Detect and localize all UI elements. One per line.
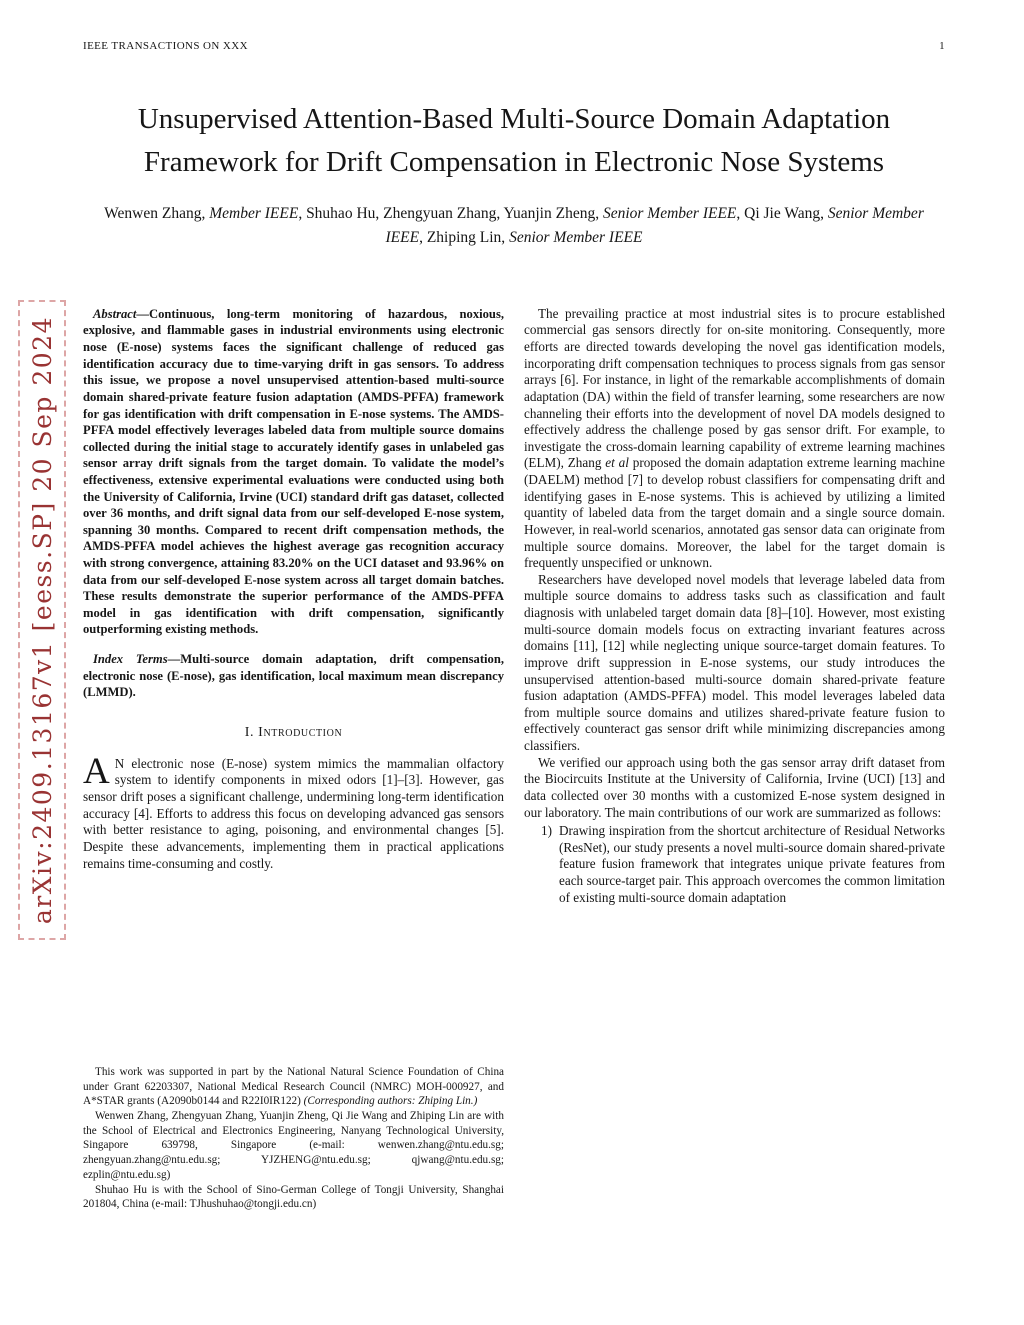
text-segment: The prevailing practice at most industrial sites is to procure established commercial gas sensors directly for on-site monitoring. Consequently, more efforts are directed towards developing the novel gas identification models, incorporating drift compensation techniques to process signals from gas sensor arrays [6]. For instance, in light of the remarkable accomplishments of domain adaptation (DA) within the field of transfer learning, some researchers are now channeling their efforts into the development of novel DA models designed to effectively address the challenge posed by gas sensor drift. For example, to investigate the cross-domain learning capability of extreme learning machines (ELM), Zhang (524, 305, 945, 471)
text-segment: , Shuhao Hu, Zhengyuan Zhang, Yuanjin Zheng, (298, 204, 603, 222)
text-segment: This work was supported in part by the National Natural Science Foundation of China under Grant 62203307, National Medical Research Council (NMRC) MOH-000927, and A*STAR grants (A2090b0144 and R22I0IR122) (83, 1066, 504, 1108)
text-segment: Drawing inspiration from the shortcut architecture of Residual Networks (ResNet), our study presents a novel multi-source domain shared-private feature fusion framework that integrates unique private features from each source-target pair. This approach overcomes the common limitation of existing multi-source domain adaptation (559, 823, 945, 905)
section-heading-introduction: I. Introduction (244, 724, 343, 740)
text-segment: proposed the domain adaptation extreme learning machine (DAELM) method [7] to develop robust classifiers for compensating drift and identifying gases in E-nose systems. This is achieved by utilizing a limited quantity of labeled data from the target domain and a single source domain. However, in real-world scenarios, annotated gas sensor data can originate from multiple source domains. Moreover, the label for the target domain is frequently unspecified or unknown. (524, 455, 945, 571)
list-item-text (559, 823, 945, 906)
author-footnotes (83, 1055, 504, 1212)
index-terms-paragraph (83, 651, 504, 701)
index-terms-label: Index Terms (93, 652, 168, 667)
footnote-funding (83, 1065, 504, 1109)
body-paragraph-2 (524, 572, 945, 755)
journal-name: IEEE TRANSACTIONS ON XXX (83, 40, 248, 52)
arxiv-watermark-box (18, 300, 66, 940)
introduction-text: N electronic nose (E-nose) system mimics the mammalian olfactory system to identify components in mixed odors [1]–[3]. However, gas sensor drift poses a significant challenge, undermining long-term identification accuracy [4]. Efforts to address this focus on developing advanced gas sensors with better resistance to aging, poisoning, and environmental changes [5]. Despite these advancements, implementing them in practical applications remains time-consuming and costly. (83, 755, 504, 871)
text-segment: Shuhao Hu is with the School of Sino-German College of Tongji University, Shanghai 201804, China (e-mail: TJhushuhao@tongji.edu.cn) (83, 1183, 504, 1211)
abstract-paragraph (83, 306, 504, 638)
text-segment: Wenwen Zhang, Zhengyuan Zhang, Yuanjin Zheng, Qi Jie Wang and Zhiping Lin are with the School of Electrical and Electronics Engineering, Nanyang Technological University, Singapore 639798, Singapore (e-mail: wenwen.zhang@ntu.edu.sg; zhengyuan.zhang@ntu.edu.sg; YJZHENG@ntu.edu.sg; qjwang@ntu.edu.sg; ezplin@ntu.edu.sg) (83, 1110, 504, 1181)
arxiv-watermark-text: arXiv:2409.13167v1 [eess.SP] 20 Sep 2024 (27, 315, 57, 925)
text-segment: Wenwen Zhang, (104, 204, 210, 222)
text-segment: Senior Member IEEE (509, 228, 643, 246)
author-line (94, 202, 934, 250)
footnote-affiliation-tongji (83, 1183, 504, 1212)
text-segment: , Qi Jie Wang, (736, 204, 828, 222)
left-column (83, 306, 504, 1212)
body-paragraph-3 (524, 755, 945, 822)
dropcap-letter: A (83, 750, 110, 792)
text-segment: et al (605, 455, 629, 471)
footnote-affiliation-ntu (83, 1109, 504, 1182)
contribution-list-item-1 (524, 823, 945, 906)
body-paragraph-1 (524, 306, 945, 572)
text-segment: Member IEEE (209, 204, 299, 222)
abstract-label: Abstract (93, 306, 137, 321)
text-segment: Senior Member IEEE (602, 204, 737, 222)
paper-title: Unsupervised Attention-Based Multi-Source Domain Adaptation Framework for Drift Compensation in Electronic Nose Systems (137, 103, 891, 178)
abstract-text: —Continuous, long-term monitoring of hazardous, noxious, explosive, and flammable gases in industrial environments using electronic nose (E-nose) systems faces the significant challenge of reduced gas identification accuracy due to time-varying drift in gas sensors. To address this issue, we propose a novel unsupervised attention-based multi-source domain shared-private feature fusion adaptation (AMDS-PFFA) framework for gas identification with drift compensation in E-nose systems. The AMDS-PFFA model effectively leverages labeled data from multiple source domains collected during the initial stage to accurately identify gases in unlabeled gas sensor array drift signals from the target domain. To validate the model’s effectiveness, extensive experimental evaluations were conducted using both the University of California, Irvine (UCI) standard drift gas dataset, collected over 36 months, and drift signal data from our self-developed E-nose system, spanning 30 months. Compared to recent drift compensation methods, the AMDS-PFFA model achieves the highest average gas recognition accuracy with strong convergence, attaining 83.20% on the UCI dataset and 93.96% on data from our self-developed E-nose system across all target domain batches. These results demonstrate the superior performance of the AMDS-PFFA model in gas identification with drift compensation, significantly outperforming existing methods. (83, 306, 504, 637)
text-segment: , Zhiping Lin, (419, 228, 510, 246)
two-column-body (83, 306, 945, 1212)
text-segment: We verified our approach using both the gas sensor array drift dataset from the Biocircuits Institute at the University of California, Irvine (UCI) [13] and data collected over 30 months with a customized E-nose system designed in our laboratory. The main contributions of our work are summarized as follows: (524, 754, 945, 820)
introduction-paragraph (83, 750, 504, 872)
running-header (83, 40, 945, 52)
text-segment: Senior Member IEEE (385, 204, 924, 246)
right-column (524, 306, 945, 1212)
list-item-marker: 1) (541, 823, 552, 839)
text-segment: Researchers have developed novel models that leverage labeled data from multiple source domains to address tasks such as classification and fault diagnosis with unlabeled target domain data [8]–[10]. However, most existing multi-source domain models focus on extracting invariant features across domains [11], [12] while neglecting unique source-target domain features. To improve drift suppression in E-nose systems, our study introduces the unsupervised attention-based multi-source domain shared-private feature fusion adaptation (AMDS-PFFA) model. This model leverages labeled data from multiple source domains and utilizes shared-private feature fusion to effectively counteract gas sensor drift while minimizing discrepancies among classifiers. (524, 571, 945, 754)
page-number: 1 (939, 40, 945, 52)
paper-content (83, 98, 945, 1212)
text-segment: (Corresponding authors: Zhiping Lin.) (303, 1095, 478, 1108)
index-terms-text: —Multi-source domain adaptation, drift compensation, electronic nose (E-nose), gas identification, local maximum mean discrepancy (LMMD). (83, 652, 504, 700)
